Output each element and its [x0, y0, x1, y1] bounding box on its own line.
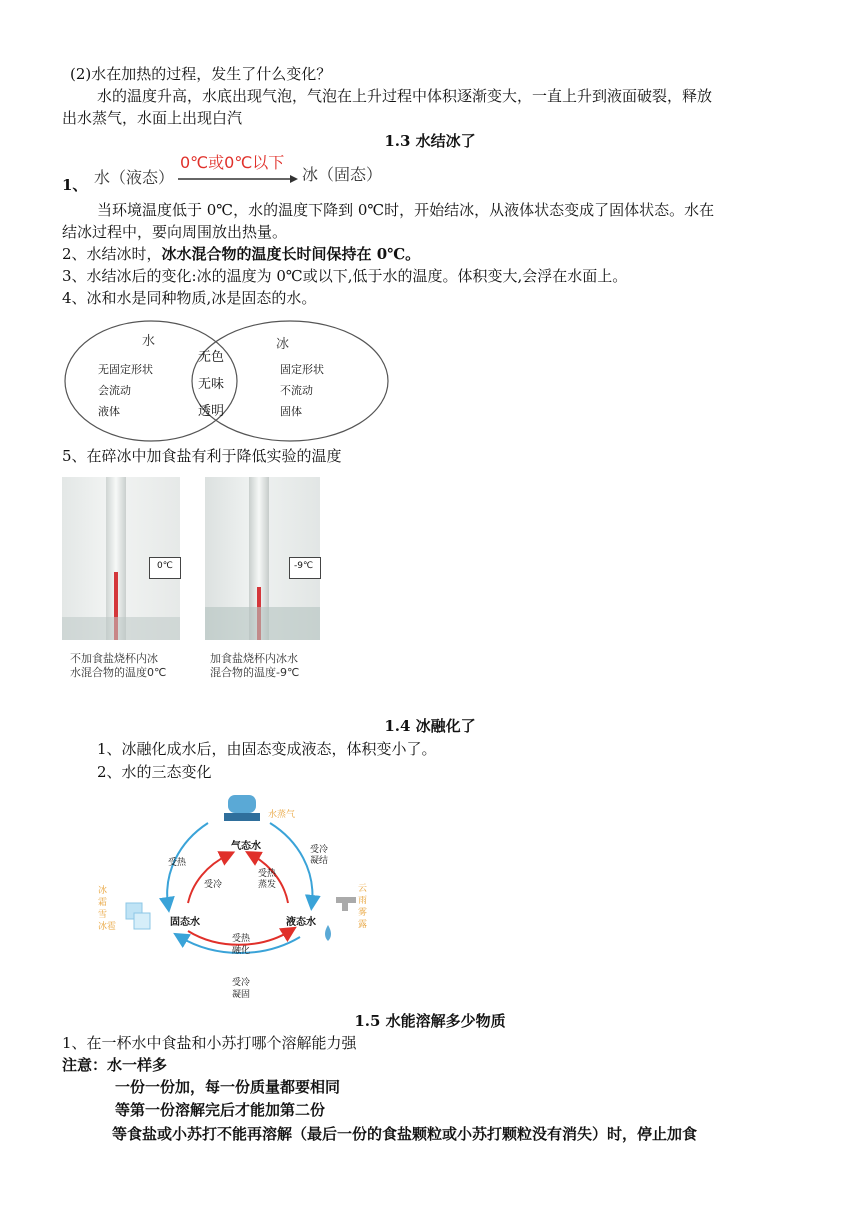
s13-item1-text-line1: 当环境温度低于 0℃，水的温度下降到 0℃时，开始结冰，从液体状态变成了固体状态。水在	[97, 201, 715, 219]
venn-ice-item: 固定形状	[280, 363, 324, 376]
cycle-gas-state: 气态水	[231, 841, 261, 852]
photo-caption-with-salt: 加食盐烧杯内冰水 混合物的温度-9℃	[210, 652, 300, 679]
section-1-3-title: 1.3 水结冰了	[384, 132, 476, 150]
venn-water-item: 无固定形状	[98, 363, 153, 376]
s13-item4: 4、冰和水是同种物质,冰是固态的水。	[62, 289, 317, 307]
cycle-condense-label: 受冷 凝结	[310, 845, 329, 866]
s15-item1: 1、在一杯水中食盐和小苏打哪个溶解能力强	[62, 1034, 357, 1052]
cycle-heat-label: 受热	[168, 858, 187, 868]
s13-item2	[62, 244, 420, 265]
section-1-5-title: 1.5 水能溶解多少物质	[354, 1012, 506, 1030]
cycle-cool-label: 受冷	[204, 880, 223, 890]
q2-answer-line2: 出水蒸气，水面上出现白汽	[62, 109, 243, 127]
venn-ice-item: 固体	[280, 405, 302, 418]
cycle-vapor-label: 水蒸气	[268, 810, 296, 820]
diagram-condition-label: 0℃或0℃以下	[180, 153, 285, 172]
venn-circles	[62, 318, 392, 444]
section-1-4-title: 1.4 冰融化了	[384, 717, 476, 735]
cycle-solid-state: 固态水	[170, 917, 200, 928]
s13-item1-number: 1、	[62, 176, 88, 194]
cycle-melt-label: 受热 融化	[232, 934, 251, 956]
cycle-cloud-label: 云 雨 雾 露	[358, 884, 368, 930]
cycle-liquid-state: 液态水	[286, 917, 316, 928]
s13-item2-prefix: 2、水结冰时，	[62, 245, 162, 263]
thermometer-photo-no-salt	[62, 477, 180, 640]
venn-water-item: 会流动	[98, 384, 131, 397]
s14-item1: 1、冰融化成水后，由固态变成液态，体积变小了。	[97, 740, 437, 758]
photo-caption-no-salt: 不加食盐烧杯内冰 水混合物的温度0℃	[70, 652, 167, 679]
s15-note: 注意：水一样多	[62, 1056, 168, 1074]
venn-ice-item: 不流动	[280, 384, 313, 397]
cycle-frost-label: 冰 霜 雪 冰雹	[98, 886, 117, 932]
cycle-evaporate-label: 受热 蒸发	[258, 869, 277, 890]
thermometer-reading-0: 0℃	[157, 561, 173, 571]
s13-item2-bold: 冰水混合物的温度长时间保持在 0℃。	[161, 245, 421, 263]
state-change-diagram	[90, 150, 400, 190]
s13-item1-text-line2: 结冰过程中，要向周围放出热量。	[62, 223, 288, 241]
venn-water-title: 水	[142, 334, 156, 349]
q2-answer-line1: 水的温度升高，水底出现气泡，气泡在上升过程中体积逐渐变大，一直上升到液面破裂，释放	[97, 87, 713, 105]
venn-diagram	[62, 318, 392, 444]
venn-shared-item: 透明	[198, 404, 225, 419]
thermometer-reading-minus9: -9℃	[294, 561, 314, 571]
cycle-arrows	[90, 785, 390, 1005]
venn-ice-title: 冰	[276, 337, 290, 352]
q2-question: (2)水在加热的过程，发生了什么变化？	[70, 65, 332, 83]
s13-item5: 5、在碎冰中加食盐有利于降低实验的温度	[62, 447, 342, 465]
venn-shared-item: 无味	[198, 377, 225, 392]
s13-item3: 3、水结冰后的变化:冰的温度为 0℃或以下,低于水的温度。体积变大,会浮在水面上。	[62, 267, 628, 285]
water-three-state-cycle	[90, 785, 390, 1005]
s15-note-2: 等第一份溶解完后才能加第二份	[115, 1101, 326, 1119]
s15-note-1: 一份一份加，每一份质量都要相同	[115, 1078, 341, 1096]
s15-note-3: 等食盐或小苏打不能再溶解（最后一份的食盐颗粒或小苏打颗粒没有消失）时，停止加食	[112, 1125, 698, 1143]
cycle-freeze-label: 受冷 凝固	[232, 978, 251, 1000]
venn-shared-item: 无色	[198, 350, 225, 365]
thermometer-photo-with-salt	[205, 477, 320, 640]
s14-item2: 2、水的三态变化	[97, 763, 212, 781]
diagram-arrow-icon	[178, 172, 298, 186]
diagram-liquid-label: 水（液态）	[94, 168, 175, 187]
venn-water-item: 液体	[98, 405, 120, 418]
diagram-solid-label: 冰（固态）	[302, 165, 383, 184]
